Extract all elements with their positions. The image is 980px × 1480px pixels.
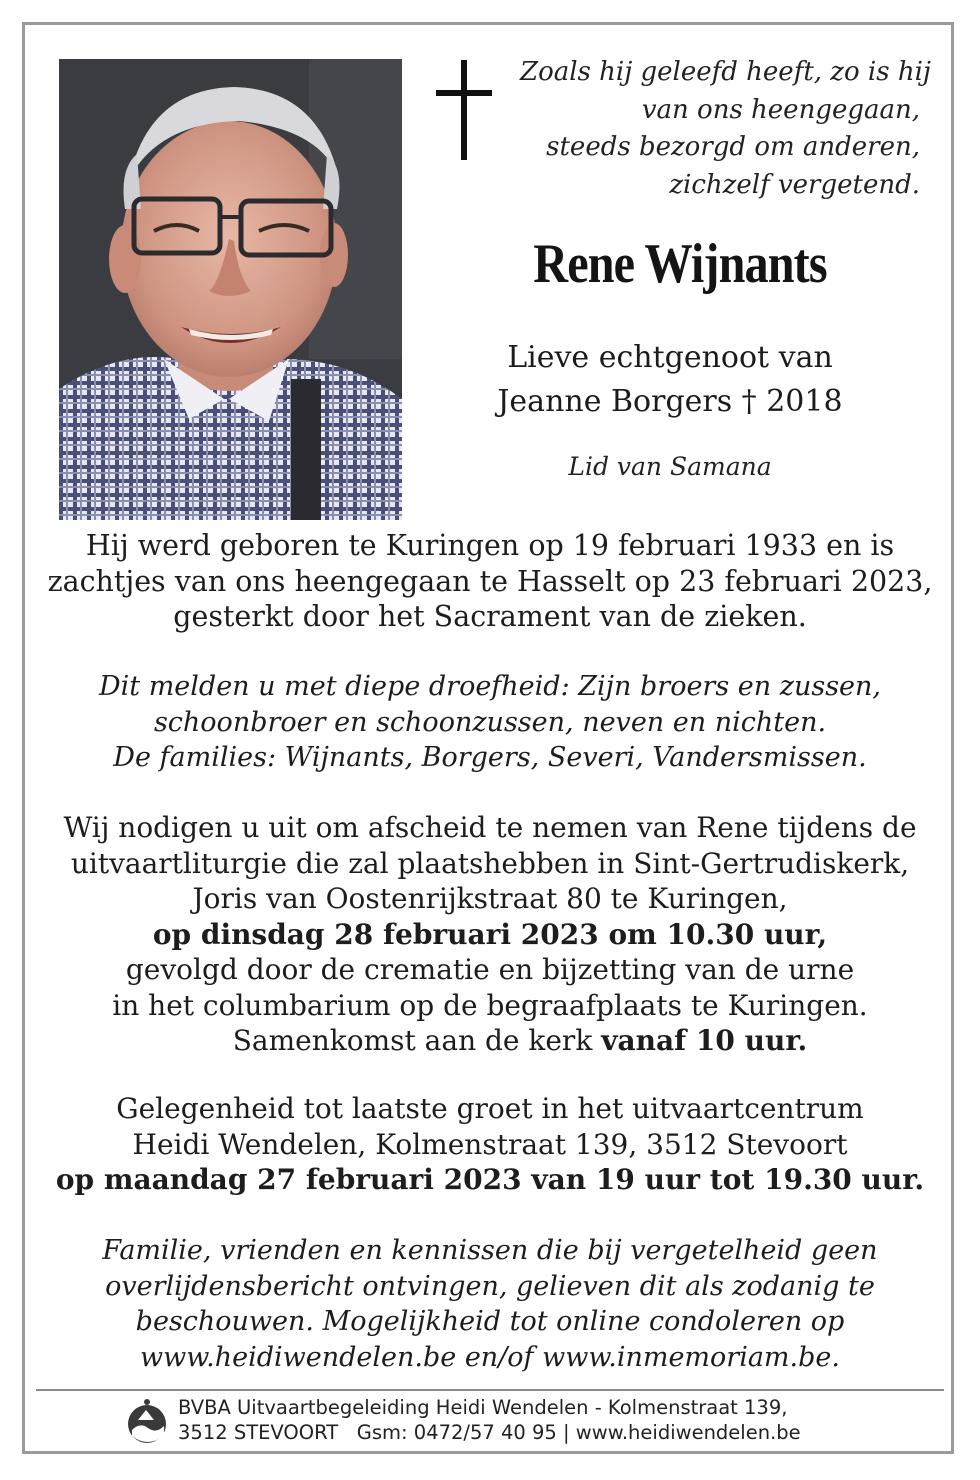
- birth-death-paragraph: [40, 528, 940, 635]
- text-line: Gelegenheid tot laatste groet in het uitvaartcentrum: [116, 1092, 864, 1125]
- announcement-paragraph: [40, 669, 940, 776]
- gathering-line: [40, 1023, 940, 1059]
- farewell-date: op maandag 27 februari 2023 van 19 uur tot 19.30 uur.: [55, 1163, 925, 1196]
- footer-line: BVBA Uitvaartbegeleiding Heidi Wendelen - Kolmenstraat 139,: [178, 1396, 788, 1419]
- text-line: Dit melden u met diepe droefheid: Zijn broers en zussen,: [98, 671, 881, 702]
- spouse-line: Jeanne Borgers † 2018: [497, 384, 843, 419]
- poem-line: steeds bezorgd om anderen,: [546, 132, 920, 162]
- text-line: beschouwen. Mogelijkheid tot online condoleren op: [135, 1306, 845, 1337]
- deceased-name: Rene Wijnants: [533, 233, 827, 295]
- text-line: overlijdensbericht ontvingen, gelieven dit als zodanig te: [105, 1270, 875, 1302]
- gathering-text: Samenkomst aan de kerk: [232, 1024, 602, 1057]
- funeral-paragraph: [40, 810, 940, 1059]
- funeral-home-logo-icon: [124, 1396, 170, 1446]
- text-line: Joris van Oostenrijkstraat 80 te Kuringen,: [192, 882, 788, 915]
- text-line: uitvaartliturgie die zal plaatshebben in Sint-Gertrudiskerk,: [70, 846, 910, 880]
- text-line: Hij werd geboren te Kuringen op 19 februari 1933 en is: [85, 529, 895, 562]
- closing-paragraph: [40, 1233, 940, 1375]
- footer-line: 3512 STEVOORT Gsm: 0472/57 40 95 | www.heidiwendelen.be: [178, 1421, 801, 1444]
- footer-divider: [36, 1389, 944, 1391]
- text-line: De families: Wijnants, Borgers, Severi, Vandersmissen.: [113, 742, 867, 773]
- farewell-paragraph: [40, 1091, 940, 1198]
- text-line: schoonbroer en schoonzussen, neven en nichten.: [153, 706, 827, 738]
- funeral-date: op dinsdag 28 februari 2023 om 10.30 uur,: [152, 917, 828, 951]
- portrait-photo: [59, 59, 402, 520]
- poem-line: zichzelf vergetend.: [669, 169, 920, 200]
- text-line: Familie, vrienden en kennissen die bij vergetelheid geen: [102, 1235, 878, 1266]
- membership: Lid van Samana: [568, 452, 772, 481]
- poem: [520, 54, 931, 204]
- spouse-line: Lieve echtgenoot van: [507, 340, 833, 375]
- text-line: gesterkt door het Sacrament van de zieken.: [173, 600, 807, 633]
- gathering-time: vanaf 10 uur.: [601, 1024, 808, 1057]
- text-line: zachtjes van ons heengegaan te Hasselt op 23 februari 2023,: [47, 564, 933, 598]
- footer: [178, 1395, 801, 1445]
- text-line: in het columbarium op de begraafplaats te Kuringen.: [112, 988, 868, 1022]
- text-line: Wij nodigen u uit om afscheid te nemen van Rene tijdens de: [63, 811, 917, 844]
- cross-icon: [436, 60, 492, 160]
- poem-line: van ons heengegaan,: [641, 94, 920, 125]
- text-line: Heidi Wendelen, Kolmenstraat 139, 3512 Stevoort: [132, 1127, 848, 1161]
- text-line: gevolgd door de crematie en bijzetting van de urne: [125, 953, 855, 986]
- spouse-info: [410, 336, 930, 424]
- text-line: www.heidiwendelen.be en/of www.inmemoriam.be.: [140, 1341, 840, 1373]
- poem-line: Zoals hij geleefd heeft, zo is hij: [520, 57, 931, 87]
